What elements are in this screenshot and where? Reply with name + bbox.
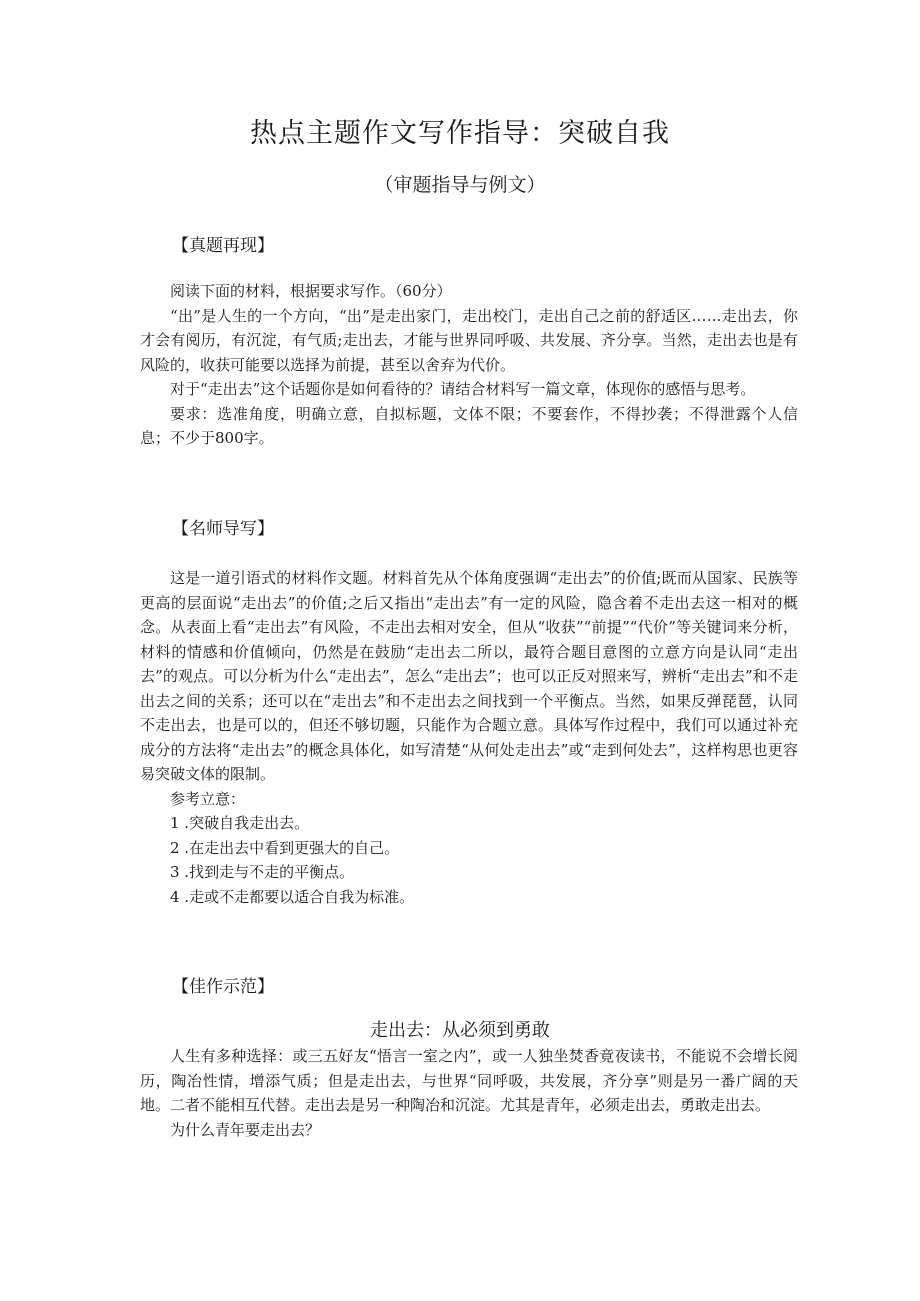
section-heading-guide: 【名师导写】 [172, 519, 274, 539]
reference-item: 4 .走或不走都要以适合自我为标准。 [170, 887, 415, 906]
page-title: 热点主题作文写作指导：突破自我 [250, 118, 670, 149]
reference-label: 参考立意： [170, 789, 246, 808]
reference-item: 3 .找到走与不走的平衡点。 [170, 863, 355, 881]
reference-item: 1 .突破自我走出去。 [170, 814, 310, 832]
exam-instruction: 阅读下面的材料，根据要求写作。（60分） [170, 282, 452, 300]
exam-material [140, 279, 798, 451]
exam-requirements: 要求：选准角度，明确立意，自拟标题，文体不限；不要套作，不得抄袭；不得泄露个人信息；不少于800字。 [140, 404, 798, 447]
page-subtitle: （审题指导与例文） [374, 174, 546, 196]
section-heading-example: 【佳作示范】 [172, 977, 274, 997]
guide-content [140, 566, 798, 909]
exam-question: 对于“走出去”这个话题你是如何看待的？请结合材料写一篇文章，体现你的感悟与思考。 [170, 380, 756, 398]
essay-body [140, 1044, 798, 1142]
essay-title: 走出去：从必须到勇敢 [370, 1020, 550, 1041]
essay-paragraph: 为什么青年要走出去？ [170, 1120, 321, 1139]
section-heading-exam: 【真题再现】 [172, 236, 274, 256]
essay-paragraph: 人生有多种选择：或三五好友“悟言一室之内”，或一人独坐焚香竟夜读书，不能说不会增长阅历，陶冶性情，增添气质；但是走出去，与世界“同呼吸，共发展，齐分享”则是另一番广阔的天地。二者不能相互代替。走出去是另一种陶冶和沉淀。尤其是青年，必须走出去，勇敢走出去。 [140, 1047, 798, 1114]
guide-paragraph: 这是一道引语式的材料作文题。材料首先从个体角度强调“走出去”的价值;既而从国家、民族等更高的层面说“走出去”的价值;之后又指出“走出去”有一定的风险，隐含着不走出去这一相对的概念。从表面上看“走出去”有风险，不走出去相对安全，但从“收获”“前提”“代价”等关键词来分析，材料的情感和价值倾向，仍然是在鼓励“走出去二所以，最符合题目意图的立意方向是认同“走出去”的观点。可以分析为什么“走出去”，怎么“走出去”；也可以正反对照来写，辨析“走出去”和不走出去之间的关系；还可以在“走出去”和不走出去之间找到一个平衡点。当然，如果反弹琵琶，认同不走出去，也是可以的，但还不够切题，只能作为合题立意。具体写作过程中，我们可以通过补充成分的方法将“走出去”的概念具体化，如写清楚“从何处走出去”或“走到何处去”，这样构思也更容易突破文体的限制。 [140, 569, 798, 783]
reference-item: 2 .在走出去中看到更强大的自己。 [170, 838, 400, 857]
exam-material-text: “出”是人生的一个方向，“出”是走出家门，走出校门，走出自己之前的舒适区……走出去，你才会有阅历，有沉淀，有气质;走出去，才能与世界同呼吸、共发展、齐分享。当然，走出去也是有风险的，收获可能要以选择为前提，甚至以舍弃为代价。 [140, 306, 798, 374]
